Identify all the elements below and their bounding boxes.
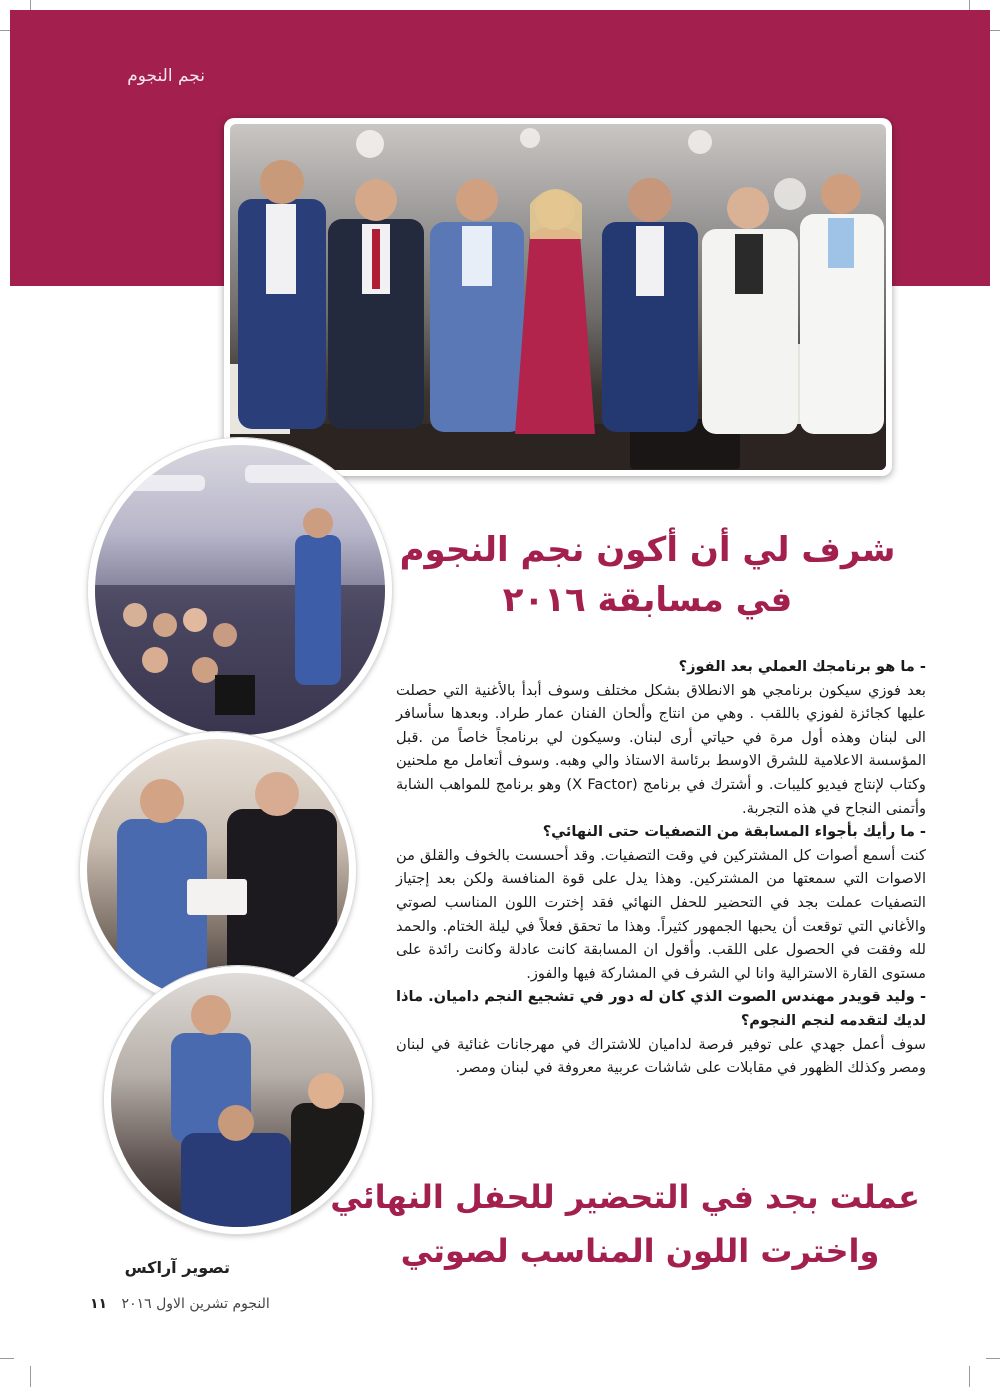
pull-quote-line-1: عملت بجد في التحضير للحفل النهائي [330,1178,920,1216]
article-answer-1: بعد فوزي سيكون برنامجي هو الانطلاق بشكل مختلف وسوف أبدأ بالأغنية التي حصلت عليها كجائزة لفوزي باللقب . وهي من انتاج وألحان الفنان عمار طراد. وبعدها سأسافر الى لبنان وهذه أول مرة في حياتي أرى لبنان. وسيكون لي برنامجاً خاصاً من .قبل المؤسسة الاعلامية للشرق الاوسط برئاسة الاستاذ والي وهبه. وسوف أتعامل مع ملحنين وكتاب لإنتاج فيديو كليبات. و أشترك في برنامج (X Factor) وهو برنامج للمواهب الشابة وأتمنى النجاح في هذه التجربة. [396,681,926,817]
article-question-2: - ما رأيك بأجواء المسابقة من التصفيات حتى النهائي؟ [542,823,926,841]
crop-mark-bottom-left [0,1358,14,1359]
headline-line-1: شرف لي أن أكون نجم النجوم [399,530,896,570]
pull-quote-line-2: واخترت اللون المناسب لصوتي [400,1232,880,1270]
article-question-3: - وليد قويدر مهندس الصوت الذي كان له دور في تشجيع النجم داميان. ماذا لديك لتقدمه لنجم النجوم؟ [396,988,926,1029]
footer-magazine-issue: النجوم تشرين الاول ٢٠١٦ [121,1296,270,1312]
crop-mark-bottom-left-v [30,1366,31,1387]
article-answer-3: سوف أعمل جهدي على توفير فرصة لداميان للاشتراك في مهرجانات غنائية في لبنان ومصر وكذلك الظهور في مقابلات على شاشات عربية معروفة في لبنان ومصر. [396,1035,926,1077]
article-answer-2: كنت أسمع أصوات كل المشتركين في وقت التصفيات. وقد أحسست بالخوف والقلق من الاصوات التي سمعتها من المشتركين. وهذا يدل على قوة المنافسة ولكن بعد إجتياز التصفيات عملت بجد في التحضير للحفل النهائي فقد إخترت اللون المناسب لصوتي والأغاني التي توقعت أن يحبها الجمهور كثيراً. وهذا ما تحقق فعلاً في ليلة الختام. والحمد لله وفقت في الحصول على اللقب. وأقول ان المسابقة كانت عادلة وكانت رائدة على مستوى القارة الاسترالية وانا لي الشرف في المشاركة فيها والفوز. [396,846,926,982]
article-body [396,655,926,1080]
circle-photo-3-illustration [111,973,365,1227]
crop-mark-bottom-right [986,1358,1000,1359]
circle-photo-1-illustration [95,445,385,735]
page-footer [90,1296,350,1312]
hero-group-photo [230,124,886,470]
page-number: ١١ [90,1296,108,1312]
crop-mark-top-left-v [30,0,31,10]
hero-photo-frame [224,118,892,476]
photo-credit: تصوير آراكس [124,1258,230,1277]
crop-mark-top-right-v [969,0,970,10]
crop-mark-bottom-right-v [969,1366,970,1387]
circle-photo-2-illustration [87,739,349,1001]
circle-photo-singer-on-stage [88,438,392,742]
section-label: نجم النجوم [127,66,205,86]
hero-photo-illustration [230,124,886,470]
headline-line-2: في مسابقة ٢٠١٦ [502,580,793,620]
article-question-1: - ما هو برنامجك العملي بعد الفوز؟ [678,658,926,675]
